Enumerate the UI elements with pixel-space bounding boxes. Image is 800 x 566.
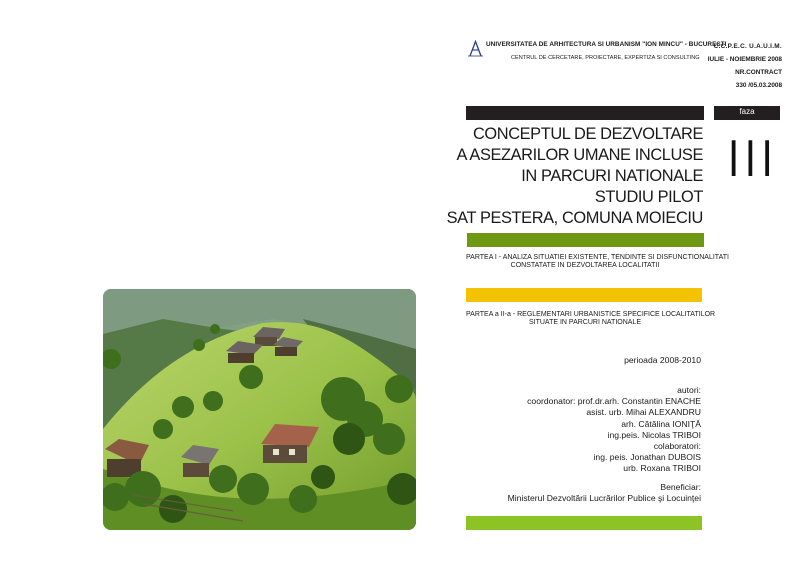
dark-divider-bar bbox=[466, 106, 704, 120]
project-period: perioada 2008-2010 bbox=[624, 355, 701, 365]
author: ing.peis. Nicolas TRIBOI bbox=[607, 429, 701, 440]
yellow-divider-bar bbox=[466, 288, 702, 302]
part-one-line-2: CONSTATATE IN DEZVOLTAREA LOCALITATII bbox=[510, 262, 660, 269]
title-line-1: CONCEPTUL DE DEZVOLTARE bbox=[472, 125, 703, 143]
title-line-5: SAT PESTERA, COMUNA MOIECIU bbox=[446, 209, 703, 227]
title-line-3: IN PARCURI NATIONALE bbox=[521, 167, 703, 185]
beneficiary: Ministerul Dezvoltării Lucrărilor Publice şi Locuinţei bbox=[507, 492, 701, 503]
phase-number: III bbox=[728, 130, 779, 188]
university-name: UNIVERSITATEA DE ARHITECTURA SI URBANISM "ION MINCU" - BUCURESTI bbox=[486, 41, 727, 48]
part-two-heading bbox=[466, 311, 716, 327]
research-center-name: CENTRUL DE CERCETARE, PROIECTARE, EXPERTIZA SI CONSULTING bbox=[511, 55, 700, 61]
part-one-heading bbox=[466, 254, 729, 270]
title-line-4: STUDIU PILOT bbox=[594, 188, 703, 206]
part-two-line-2: SITUATE IN PARCURI NATIONALE bbox=[528, 319, 641, 326]
collaborators-heading: colaboratori: bbox=[653, 441, 701, 452]
title-line-2: A ASEZARILOR UMANE INCLUSE bbox=[456, 146, 703, 164]
credits-block bbox=[508, 385, 701, 504]
coordinator: coordonator: prof.dr.arh. Constantin ENACHE bbox=[527, 396, 701, 407]
olive-divider-bar bbox=[467, 233, 704, 247]
contract-ref-line1: C.C.P.E.C. U.A.U.I.M. bbox=[713, 43, 782, 50]
phase-label: faza bbox=[739, 107, 755, 116]
university-logo bbox=[467, 40, 484, 57]
part-one-line-1: PARTEA I - ANALIZA SITUATIEI EXISTENTE, TENDINTE SI DISFUNCTIONALITATI bbox=[466, 254, 729, 261]
document-title bbox=[440, 124, 703, 229]
author: asist. urb. Mihai ALEXANDRU bbox=[586, 407, 701, 418]
phase-label-box bbox=[714, 106, 780, 120]
collaborator: urb. Roxana TRIBOI bbox=[623, 463, 701, 474]
authors-heading: autori: bbox=[677, 385, 701, 395]
author: arh. Cătălina IONIŢĂ bbox=[621, 418, 701, 429]
beneficiary-heading: Beneficiar: bbox=[660, 481, 701, 492]
contract-number-label: NR.CONTRACT bbox=[735, 69, 782, 76]
contract-number: 330 /05.03.2008 bbox=[735, 82, 782, 89]
part-two-line-1: PARTEA a II-a - REGLEMENTARI URBANISTICE SPECIFICE LOCALITATILOR bbox=[466, 311, 716, 318]
collaborator: ing. peis. Jonathan DUBOIS bbox=[593, 452, 701, 463]
lime-divider-bar bbox=[466, 516, 702, 530]
contract-period: IULIE - NOIEMBRIE 2008 bbox=[707, 56, 782, 63]
village-hillside-photo bbox=[103, 289, 416, 530]
